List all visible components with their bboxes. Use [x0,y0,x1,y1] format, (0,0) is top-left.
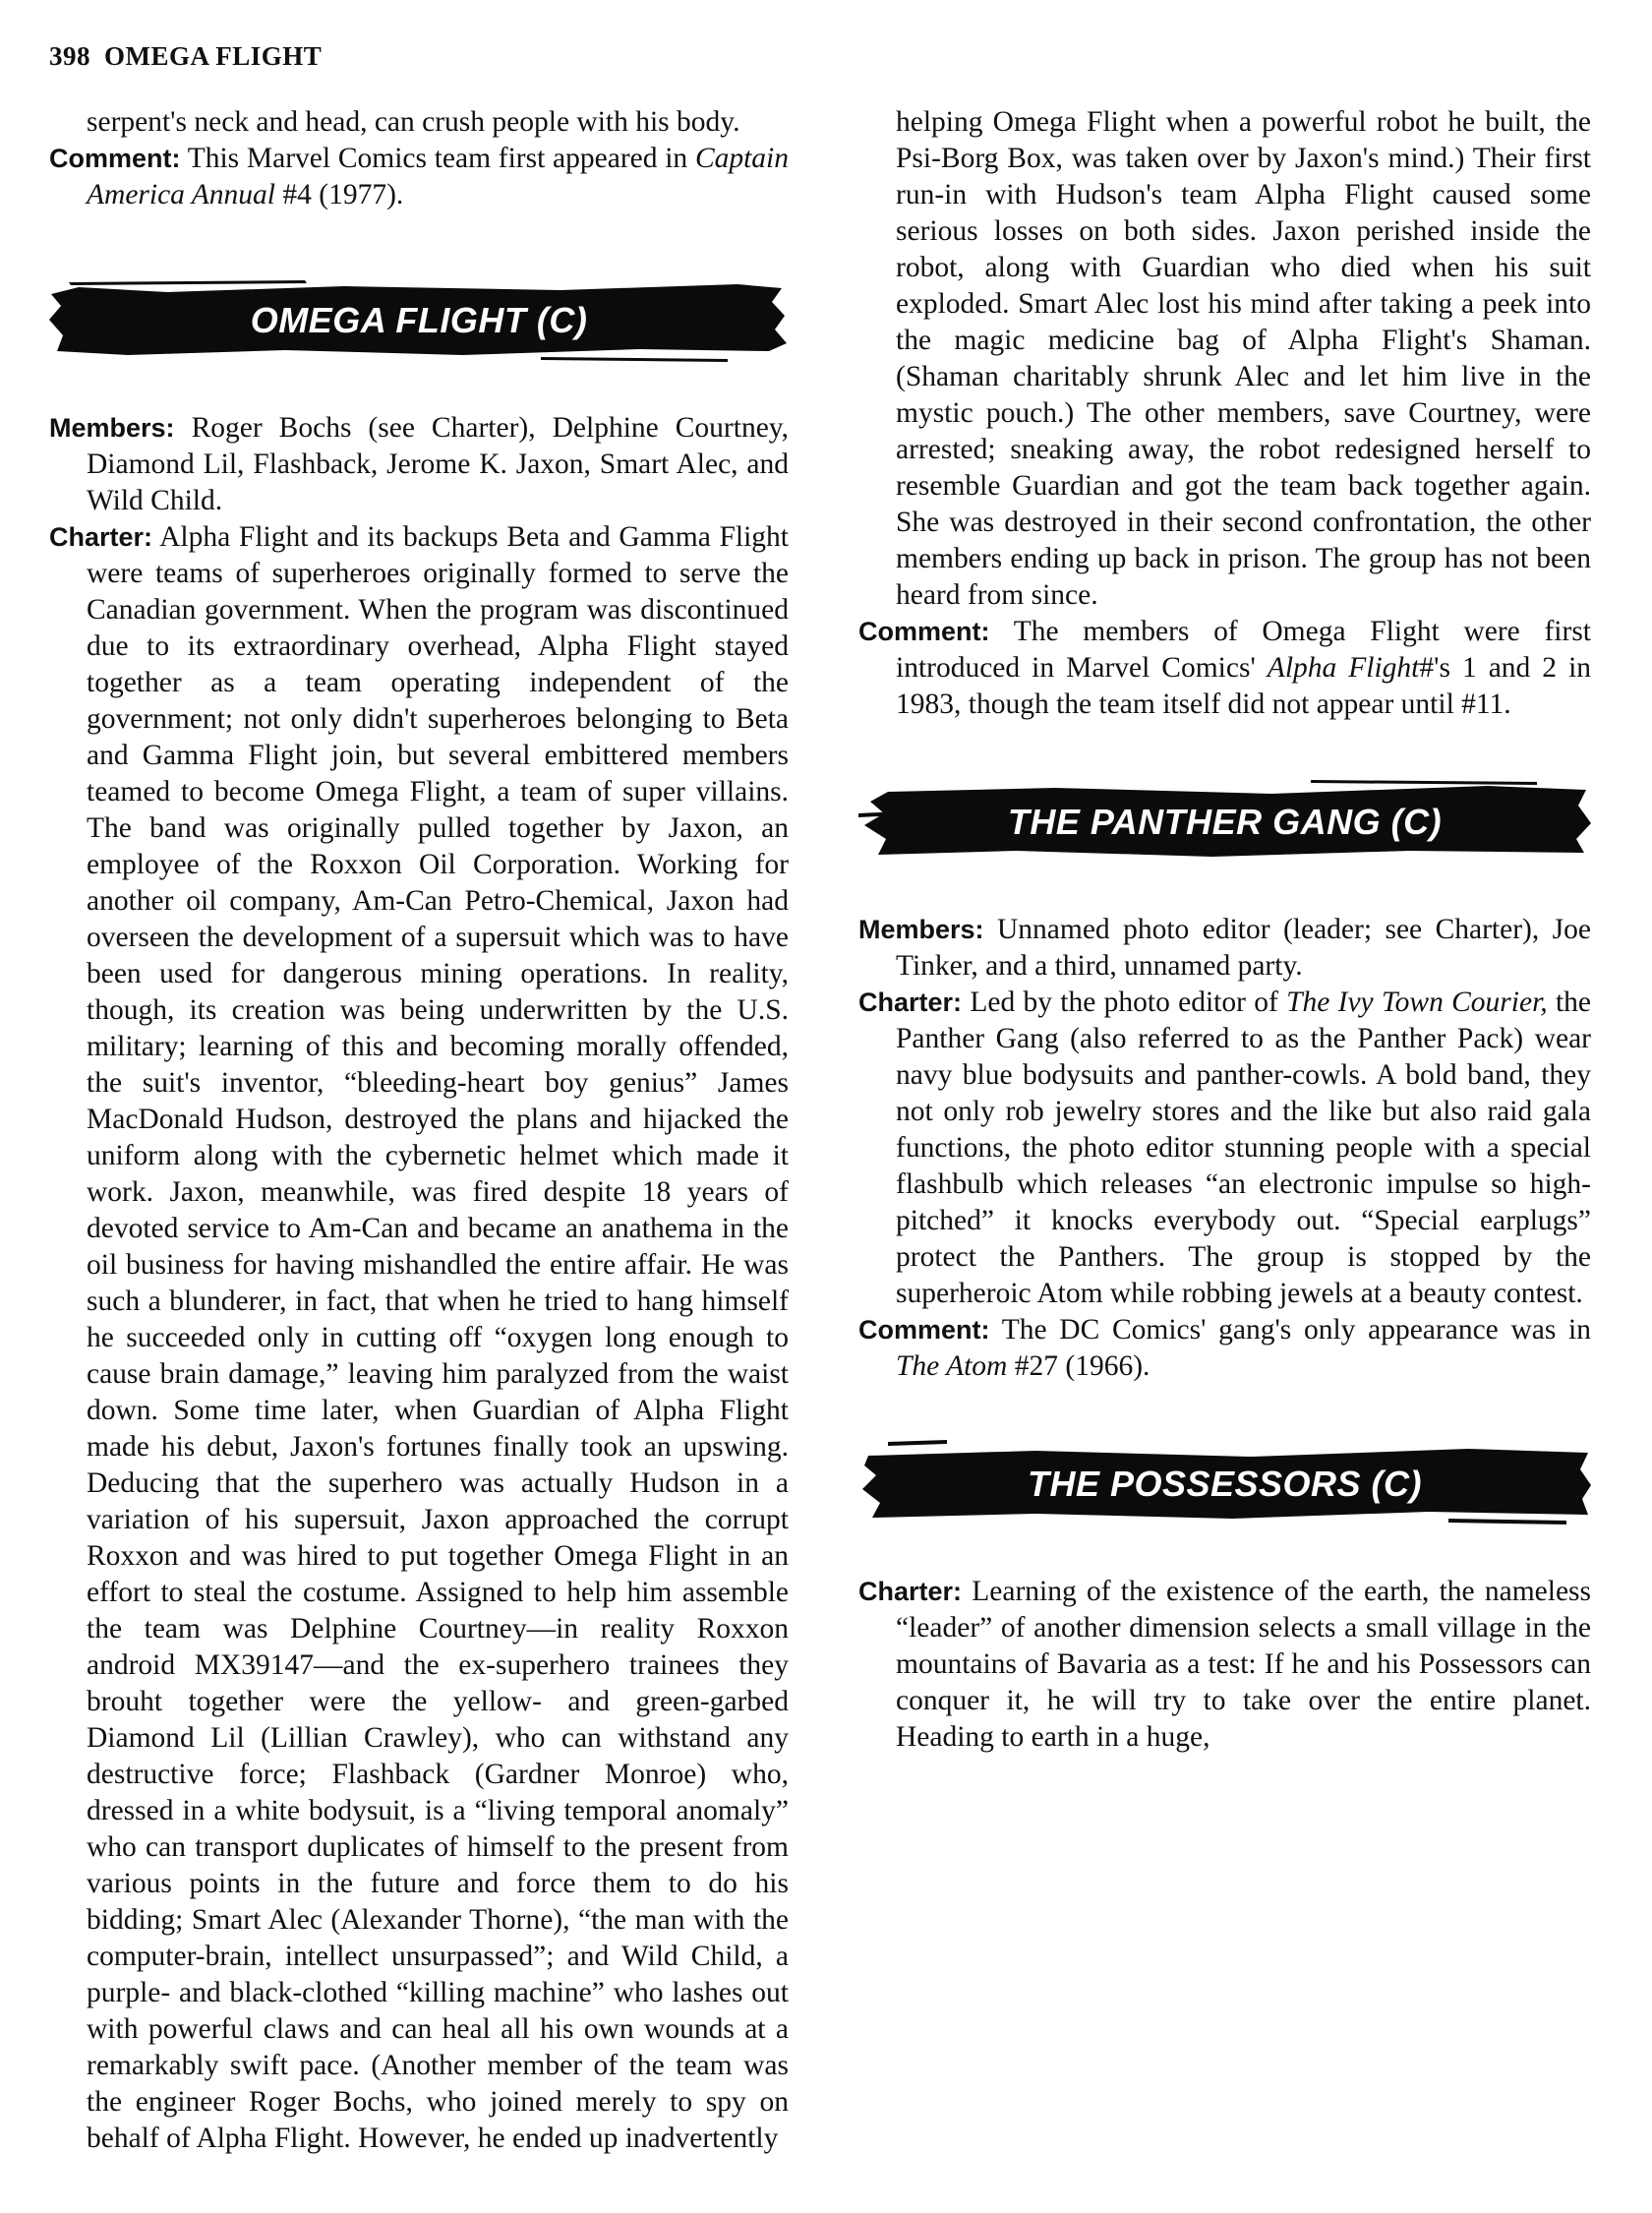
panther-comment-title: The Atom [896,1350,1008,1382]
intro-text: serpent's neck and head, can crush people with his body. [87,106,740,138]
omega-charter-text: Alpha Flight and its backups Beta and Gamma Flight were teams of superheroes originally formed to serve the Canadian government. When the program was discontinued due to its extraordinary overhead, Alpha Flight stayed together as a team operating independent of the government; not only didn't superheroes belonging to Beta and Gamma Flight join, but several embittered members teamed to become Omega Flight, a team of super villains. The band was originally pulled together by Jaxon, an employee of the Roxxon Oil Corporation. Working for another oil company, Am-Can Petro-Chemical, Jaxon had overseen the development of a supersuit which was to have been used for dangerous mining operations. In reality, though, its creation was being underwritten by the U.S. military; learning of this and becoming morally offended, the suit's inventor, “bleeding-heart boy genius” James MacDonald Hudson, destroyed the plans and hijacked the uniform along with the cybernetic helmet which made it work. Jaxon, meanwhile, was fired despite 18 years of devoted service to Am-Can and became an anathema in the oil business for having mishandled the entire affair. He was such a blunderer, in fact, that when he tried to hang himself he succeeded only in cutting off “oxygen long enough to cause brain damage,” leaving him paralyzed from the waist down. Some time later, when Guardian of Alpha Flight made his debut, Jaxon's fortunes finally took an upswing. Deducing that the superhero was actually Hudson in a variation of his supersuit, Jaxon approached the corrupt Roxxon and was hired to put together Omega Flight in an effort to steal the costume. Assigned to help him assemble the team was Delphine Courtney—in reality Roxxon android MX39147—and the ex-superhero trainees they brouht together were the yellow- and green-garbed Diamond Lil (Lillian Crawley), who can withstand any destructive force; Flashback (Gardner Monroe) who, dressed in a white bodysuit, is a “living temporal anomaly” who can transport duplicates of himself to the present from various points in the future and force them to do his bidding; Smart Alec (Alexander Thorne), “the man with the computer-brain, intellect unsurpassed”; and Wild Child, a purple- and black-clothed “killing machine” who lashes out with powerful claws and can heal all his own wounds at a remarkably swift pace. (Another member of the team was the engineer Roger Bochs, who joined merely to spy on behalf of Alpha Flight. However, he ended up inadvertently [87,521,789,2154]
intro-comment [49,141,789,213]
possessors-charter-text: Learning of the existence of the earth, the nameless “leader” of another dimension selects a small village in the mountains of Bavaria as a test: If he and his Possessors can conquer it, he will try to take over the entire planet. Heading to earth in a huge, [896,1576,1591,1753]
omega-comment-issue: #'s 1 and 2 in 1983, though the team itself did not appear until #11. [896,652,1592,720]
running-title: OMEGA FLIGHT [104,41,323,71]
possessors-title: THE POSSESSORS (C) [1027,1463,1423,1504]
intro-comment-issue: #4 (1977). [282,179,404,210]
panther-comment-text: The DC Comics' gang's only appearance was in [1001,1314,1591,1346]
panther-gang-title: THE PANTHER GANG (C) [1007,801,1443,842]
omega-comment [858,614,1591,723]
left-column [49,104,789,2180]
omega-members-text: Roger Bochs (see Charter), Delphine Courtney, Diamond Lil, Flashback, Jerome K. Jaxon, Smart Alec, and Wild Child. [87,412,789,516]
omega-comment-text: The members of Omega Flight were first introduced in Marvel Comics' [896,616,1592,684]
panther-gang-banner [858,774,1591,868]
panther-charter-text: Led by the photo editor of [970,987,1278,1018]
comment-label: Comment: [49,144,181,173]
panther-comment-issue: #27 (1966). [1014,1350,1150,1382]
panther-charter-title: The Ivy Town Courier, [1286,987,1548,1018]
possessors-banner [858,1436,1591,1530]
comment-label: Comment: [858,1315,990,1345]
omega-members [49,410,789,519]
running-header [49,41,322,72]
charter-label: Charter: [858,1577,963,1606]
intro-comment-title: Captain America Annual [87,143,789,210]
panther-members-text: Unnamed photo editor (leader; see Charter), Joe Tinker, and a third, unnamed party. [896,914,1591,982]
omega-charter-continued: helping Omega Flight when a powerful robot he built, the Psi-Borg Box, was taken over by Jaxon's mind.) Their first run-in with Hudson's team Alpha Flight caused some serious losses on both sides. Jaxon perished inside the robot, along with Guardian who died when his suit exploded. Smart Alec lost his mind after taking a peek into the magic medicine bag of Alpha Flight's Shaman. (Shaman charitably shrunk Alec and let him live in the mystic pouch.) The other members, save Courtney, were arrested; sneaking away, the robot redesigned herself to resemble Guardian and got the team back together again. She was destroyed in their second confrontation, the other members ending up back in prison. The group has not been heard from since. [896,106,1591,611]
panther-members [858,912,1591,985]
comment-label: Comment: [858,617,990,646]
omega-charter [49,519,789,2157]
members-label: Members: [49,413,175,443]
page-number: 398 [49,41,90,71]
panther-charter [858,985,1591,1312]
charter-label: Charter: [49,522,153,552]
panther-comment [858,1312,1591,1385]
charter-label: Charter: [858,987,963,1017]
possessors-charter [858,1574,1591,1756]
omega-flight-title: OMEGA FLIGHT (C) [250,299,588,340]
right-column [858,104,1591,1756]
panther-charter-rest: the Panther Gang (also referred to as the Panther Pack) wear navy blue bodysuits and panther-cowls. A bold band, they not only rob jewelry stores and the like but also raid gala functions, the photo editor stunning people with a special flashbulb which releases “an electronic impulse so high-pitched” it knocks everybody out. “Special earplugs” protect the Panthers. The group is stopped by the superheroic Atom while robbing jewels at a beauty contest. [896,987,1591,1309]
members-label: Members: [858,915,984,944]
intro-comment-text: This Marvel Comics team first appeared in [187,143,688,174]
omega-flight-banner [49,272,789,367]
omega-comment-title: Alpha Flight [1267,652,1420,684]
